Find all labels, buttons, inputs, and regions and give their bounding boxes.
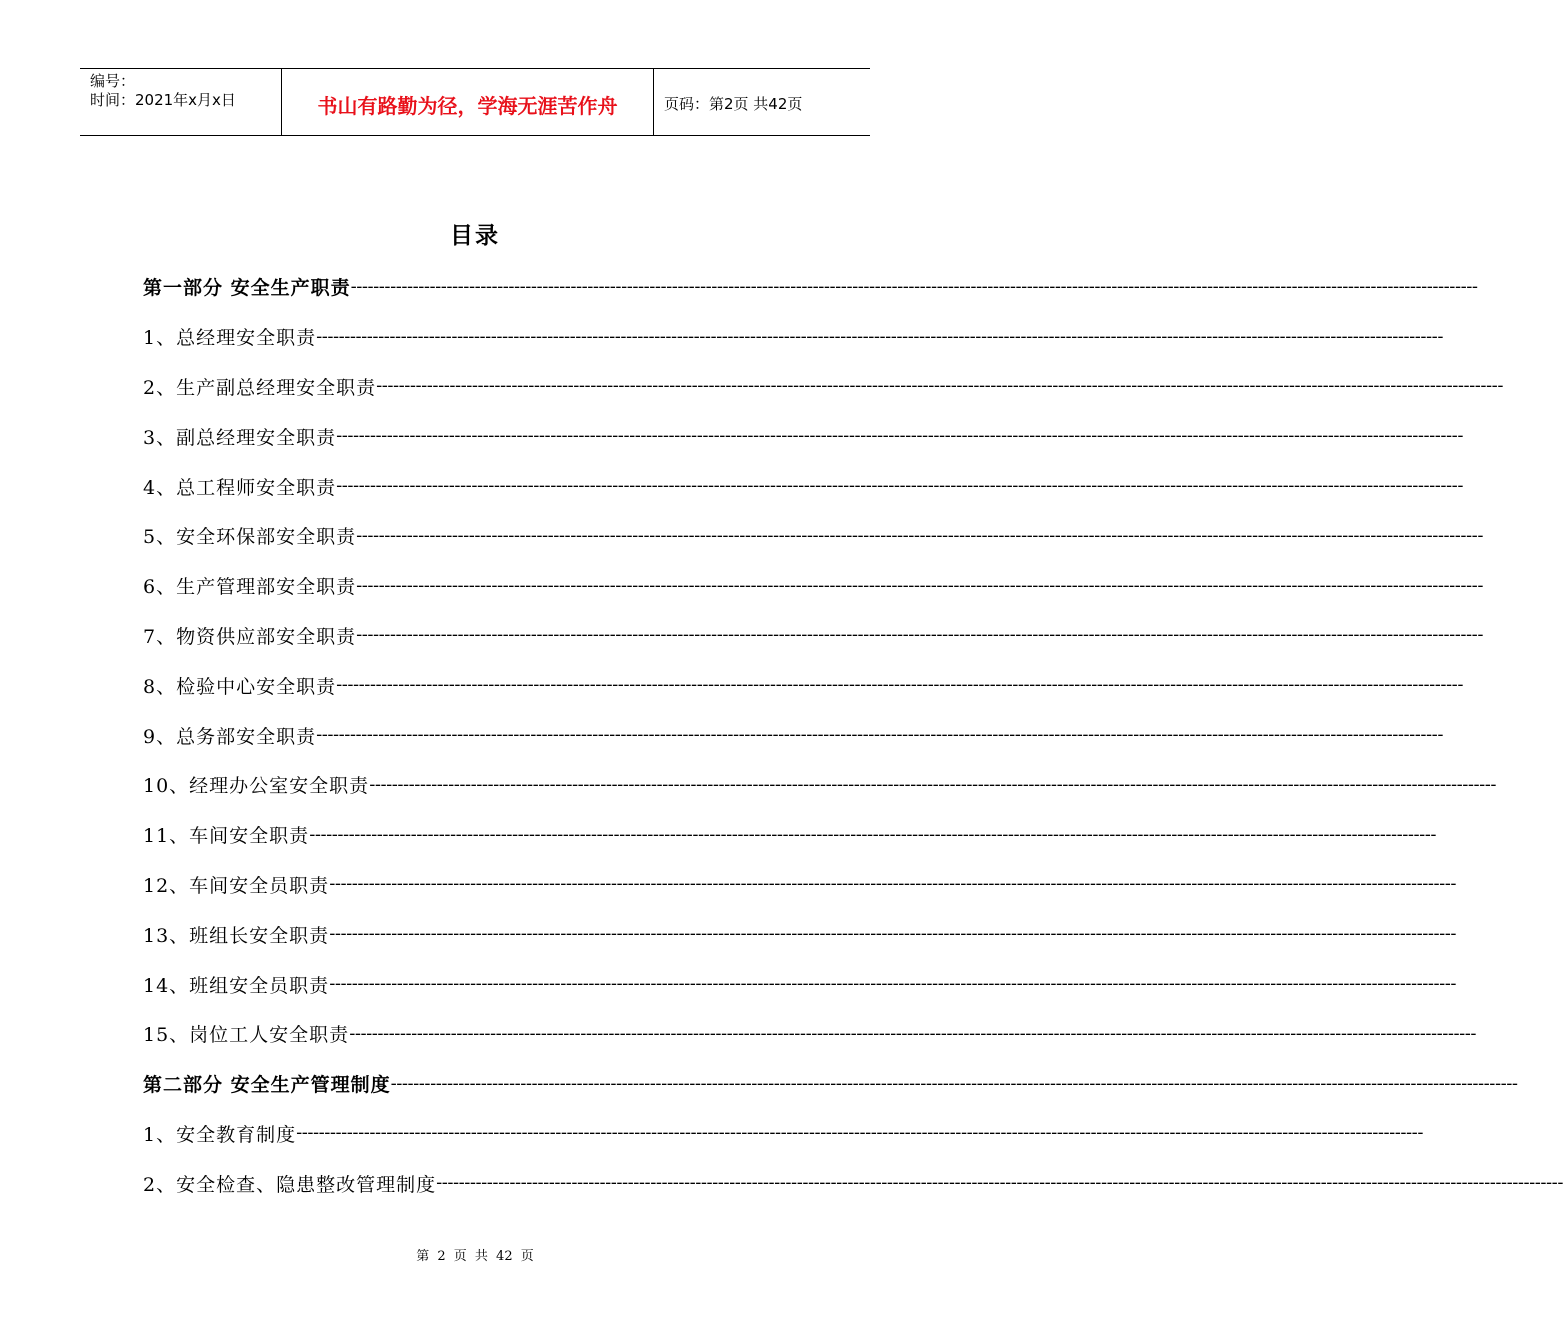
- toc-entry[interactable]: [143, 1158, 1563, 1208]
- toc-leader-dashes: --------------------------------------------------------------------------------------------------------------------------------------------------------------------------------------------------------: [356, 575, 1483, 596]
- toc-entry-label: 2、安全检查、隐患整改管理制度: [143, 1173, 437, 1196]
- toc-entry-label: 12、车间安全员职责: [143, 874, 330, 897]
- toc-entry[interactable]: [143, 1059, 1518, 1109]
- toc-entry[interactable]: [143, 810, 1437, 860]
- toc-entry-label: 第一部分 安全生产职责: [143, 277, 351, 300]
- header-page-number: 页码：第2页 共42页: [664, 94, 803, 113]
- document-header: [80, 68, 870, 136]
- toc-entry[interactable]: [143, 860, 1457, 910]
- toc-leader-dashes: --------------------------------------------------------------------------------------------------------------------------------------------------------------------------------------------------------: [329, 874, 1457, 895]
- toc-entry[interactable]: [143, 1109, 1423, 1159]
- toc-entry-label: 14、班组安全员职责: [143, 974, 330, 997]
- toc-entry-label: 11、车间安全职责: [143, 825, 310, 848]
- header-date: 时间：2021年x月x日: [90, 91, 236, 109]
- toc-entry-label: 13、班组长安全职责: [143, 924, 330, 947]
- toc-entry[interactable]: [143, 561, 1483, 611]
- toc-leader-dashes: --------------------------------------------------------------------------------------------------------------------------------------------------------------------------------------------------------: [376, 376, 1503, 397]
- toc-entry[interactable]: [143, 909, 1457, 959]
- toc-entry-label: 5、安全环保部安全职责: [143, 526, 357, 549]
- toc-leader-dashes: --------------------------------------------------------------------------------------------------------------------------------------------------------------------------------------------------------: [316, 725, 1443, 746]
- toc-entry[interactable]: [143, 1009, 1477, 1059]
- toc-leader-dashes: --------------------------------------------------------------------------------------------------------------------------------------------------------------------------------------------------------: [296, 1123, 1423, 1144]
- toc-entry-label: 15、岗位工人安全职责: [143, 1024, 350, 1047]
- toc-leader-dashes: --------------------------------------------------------------------------------------------------------------------------------------------------------------------------------------------------------: [309, 824, 1437, 845]
- toc-entry-label: 10、经理办公室安全职责: [143, 775, 370, 798]
- toc-entry-label: 1、总经理安全职责: [143, 327, 317, 350]
- toc-entry[interactable]: [143, 362, 1503, 412]
- toc-leader-dashes: --------------------------------------------------------------------------------------------------------------------------------------------------------------------------------------------------------: [369, 774, 1497, 795]
- toc-leader-dashes: --------------------------------------------------------------------------------------------------------------------------------------------------------------------------------------------------------: [329, 974, 1457, 995]
- toc-leader-dashes: --------------------------------------------------------------------------------------------------------------------------------------------------------------------------------------------------------: [356, 625, 1483, 646]
- toc-entry[interactable]: [143, 411, 1463, 461]
- page-footer: 第 2 页 共 42 页: [416, 1249, 534, 1264]
- toc-entry-label: 3、副总经理安全职责: [143, 426, 337, 449]
- toc-entry[interactable]: [143, 760, 1497, 810]
- toc-entry[interactable]: [143, 461, 1463, 511]
- toc-entry[interactable]: [143, 312, 1443, 362]
- toc-leader-dashes: --------------------------------------------------------------------------------------------------------------------------------------------------------------------------------------------------------: [356, 525, 1483, 546]
- toc-leader-dashes: --------------------------------------------------------------------------------------------------------------------------------------------------------------------------------------------------------: [336, 675, 1463, 696]
- toc-entry-label: 1、安全教育制度: [143, 1123, 297, 1146]
- toc-entry[interactable]: [143, 959, 1457, 1009]
- toc-leader-dashes: --------------------------------------------------------------------------------------------------------------------------------------------------------------------------------------------------------: [336, 476, 1463, 497]
- header-number: 编号：: [90, 72, 136, 90]
- toc-entry-label: 9、总务部安全职责: [143, 725, 317, 748]
- toc-leader-dashes: --------------------------------------------------------------------------------------------------------------------------------------------------------------------------------------------------------: [350, 276, 1478, 297]
- toc-entry-label: 4、总工程师安全职责: [143, 476, 337, 499]
- toc-entry-label: 2、生产副总经理安全职责: [143, 376, 377, 399]
- header-motto: 书山有路勤为径，学海无涯苦作舟: [282, 69, 654, 135]
- toc-entry[interactable]: [143, 710, 1443, 760]
- toc-leader-dashes: --------------------------------------------------------------------------------------------------------------------------------------------------------------------------------------------------------: [436, 1173, 1563, 1194]
- toc-entry[interactable]: [143, 511, 1483, 561]
- toc-leader-dashes: --------------------------------------------------------------------------------------------------------------------------------------------------------------------------------------------------------: [349, 1023, 1477, 1044]
- toc-entry[interactable]: [143, 262, 1478, 312]
- toc-entry[interactable]: [143, 611, 1483, 661]
- table-of-contents: [143, 262, 1563, 1208]
- toc-entry[interactable]: [143, 660, 1463, 710]
- header-meta: [80, 69, 282, 135]
- toc-entry-label: 6、生产管理部安全职责: [143, 576, 357, 599]
- toc-leader-dashes: --------------------------------------------------------------------------------------------------------------------------------------------------------------------------------------------------------: [336, 426, 1463, 447]
- page-title: 目录: [450, 222, 500, 249]
- toc-entry-label: 7、物资供应部安全职责: [143, 625, 357, 648]
- toc-entry-label: 8、检验中心安全职责: [143, 675, 337, 698]
- toc-entry-label: 第二部分 安全生产管理制度: [143, 1074, 391, 1097]
- toc-leader-dashes: --------------------------------------------------------------------------------------------------------------------------------------------------------------------------------------------------------: [390, 1073, 1518, 1094]
- toc-leader-dashes: --------------------------------------------------------------------------------------------------------------------------------------------------------------------------------------------------------: [329, 924, 1457, 945]
- toc-leader-dashes: --------------------------------------------------------------------------------------------------------------------------------------------------------------------------------------------------------: [316, 326, 1443, 347]
